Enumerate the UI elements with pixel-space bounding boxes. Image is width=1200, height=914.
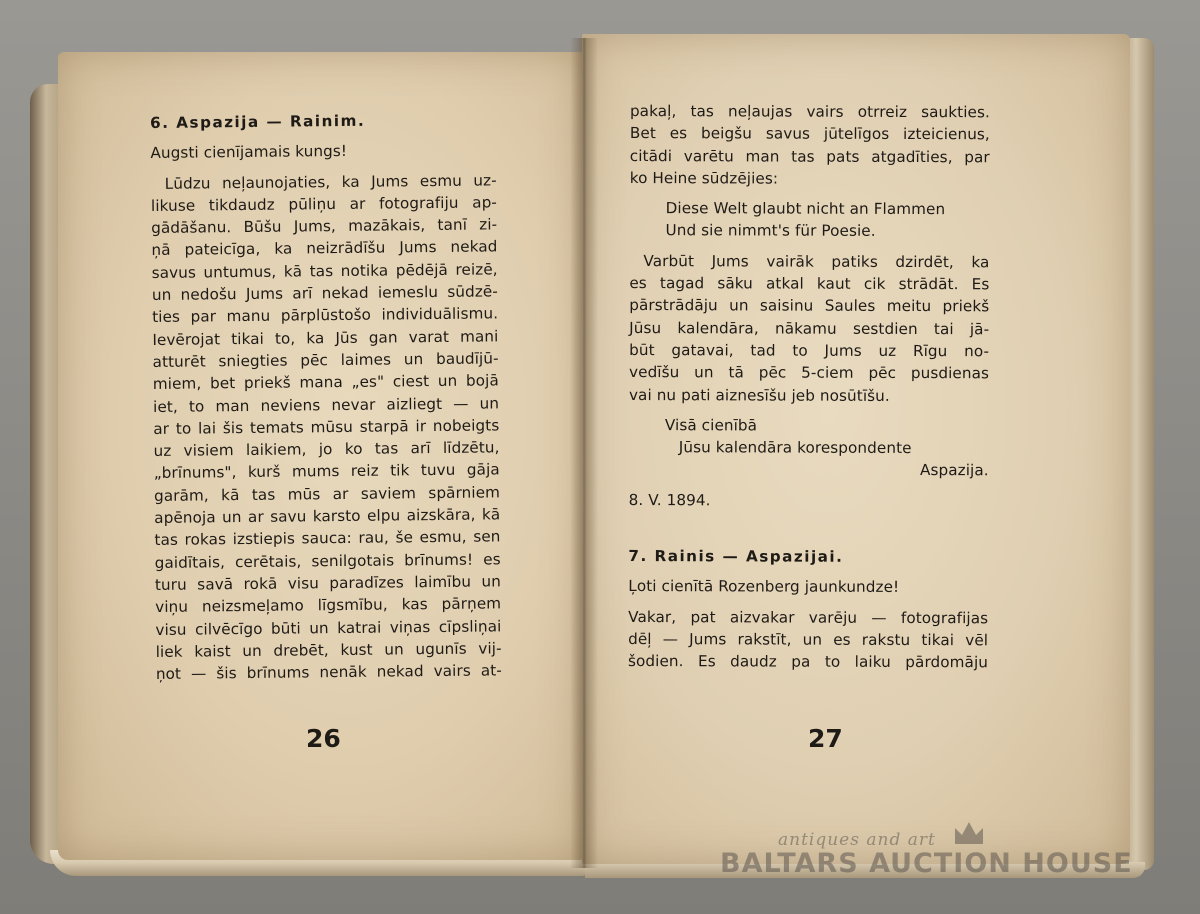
text-line: vai nu pati aiznesīšu jeb nosūtīšu. bbox=[628, 385, 890, 405]
text-line: ties par manu pārplūstošo individuālismu. bbox=[152, 304, 499, 327]
right-page-text bbox=[628, 100, 990, 674]
text-line: Bet es beigšu savus jūtelīgos izteicienus, bbox=[629, 124, 990, 144]
text-line: pārstrādāju un saisinu Saules meitu priekš bbox=[629, 296, 990, 316]
letter-date: 8. V. 1894. bbox=[628, 490, 711, 510]
text-line: Lūdzu neļaunojaties, ka Jums esmu uz- bbox=[164, 170, 497, 193]
watermark-brand: BALTARS AUCTION HOUSE bbox=[720, 848, 1133, 879]
crown-icon bbox=[952, 818, 986, 848]
text-line: miem, bet priekš mana „es" ciest un bojā bbox=[152, 371, 499, 394]
text-line: Ievērojat tikai to, ka Jūs gan varat mani bbox=[152, 327, 499, 349]
salutation-2: Ļoti cienītā Rozenberg jaunkundze! bbox=[628, 577, 900, 597]
text-line: viņu neizsmeļamo līgsmību, kas pārņem bbox=[155, 594, 502, 617]
signature: Aspazija. bbox=[919, 461, 989, 480]
text-line: likuse tikdaudz pūliņu ar fotografiju ap- bbox=[150, 193, 498, 215]
text-line: pakaļ, tas neļaujas vairs otrreiz saukties. bbox=[629, 101, 990, 122]
salutation: Augsti cienījamais kungs! bbox=[150, 142, 348, 163]
text-line: iet, to man neviens nevar aizliegt — un bbox=[152, 393, 500, 416]
text-line: apēnoja un ar savu karsto elpu aizskāra, kā bbox=[154, 505, 501, 528]
text-line: gādāšanu. Būšu Jums, mazākais, tanī zi- bbox=[151, 215, 498, 238]
text-line: turu savā rokā visu paradīzes laimību un bbox=[154, 572, 502, 594]
text-line: Jūsu kalendāra, nākamu sestdien tai jā- bbox=[629, 318, 990, 338]
text-line: liek kaist un drebēt, kust un ugunīs vij- bbox=[155, 639, 502, 661]
watermark-tagline: antiques and art bbox=[778, 830, 936, 850]
letter-heading: 6. Aspazija — Rainim. bbox=[150, 111, 366, 132]
text-line: šodien. Es daudz pa to laiku pārdomāju bbox=[628, 652, 989, 672]
signature-line: Jūsu kalendāra korespondente bbox=[678, 438, 912, 458]
poem-line: Und sie nimmt's für Poesie. bbox=[665, 221, 876, 241]
book-gutter bbox=[570, 38, 598, 868]
text-line: visu cilvēcīgo būti un katrai viņas cīpsliņai bbox=[155, 616, 502, 639]
text-line: un nedošu Jums arī nekad iemeslu sūdzē- bbox=[151, 282, 498, 305]
poem-line: Diese Welt glaubt nicht an Flammen bbox=[665, 199, 946, 219]
text-line: es tagad sāku atkal kaut cik strādāt. Es bbox=[629, 274, 990, 294]
text-line: „brīnums", kurš mums reiz tik tuvu gāja bbox=[153, 460, 500, 483]
text-line: vedīšu un tā pēc 5-ciem pēc pusdienas bbox=[629, 363, 990, 383]
text-line: citādi varētu man tas pats atgadīties, par bbox=[629, 146, 990, 166]
text-line: ar to lai šis temats mūsu starpā ir nobeigts bbox=[153, 416, 500, 438]
auction-watermark bbox=[720, 826, 1133, 886]
letter-heading-2: 7. Rainis — Aspazijai. bbox=[628, 547, 844, 566]
text-line: Vakar, pat aizvakar varēju — fotografijas bbox=[628, 607, 989, 627]
text-line: savus untumus, kā tas notika pēdējā reizē, bbox=[151, 260, 498, 282]
text-line: tas rokas izstiepis sauca: rau, še esmu, sen bbox=[154, 527, 501, 550]
page-number-right: 27 bbox=[808, 724, 843, 753]
text-line: dēļ — Jums rakstīt, un es rakstu tikai vēl bbox=[628, 629, 989, 650]
left-page-text bbox=[150, 108, 502, 685]
page-number-left: 26 bbox=[306, 724, 341, 753]
text-line: uz visiem laikiem, jo ko tas arī līdzētu, bbox=[153, 438, 500, 461]
text-line: ņot — šis brīnums nenāk nekad vairs at- bbox=[155, 661, 502, 684]
text-line: ko Heine sūdzējies: bbox=[629, 168, 779, 188]
text-line: būt gatavai, tad to Jums uz Rīgu no- bbox=[629, 340, 990, 361]
text-line: atturēt sniegties pēc laimes un baudījū- bbox=[152, 349, 499, 371]
text-line: Varbūt Jums vairāk patiks dzirdēt, ka bbox=[643, 251, 990, 272]
text-line: gaidītais, cerētais, senilgotais brīnums! es bbox=[154, 549, 501, 572]
text-line: garām, kā tas mūs ar saviem spārniem bbox=[153, 483, 501, 505]
text-line: ņā pateicīga, ka neizrādīšu Jums nekad bbox=[151, 237, 498, 260]
closing: Visā cienībā bbox=[664, 415, 758, 435]
